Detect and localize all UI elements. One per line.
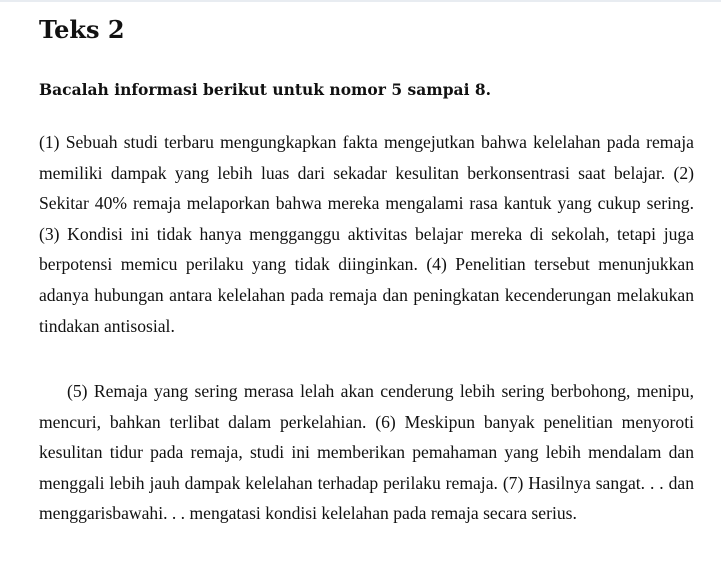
top-divider	[0, 0, 721, 2]
paragraph-1: (1) Sebuah studi terbaru mengungkapkan fakta mengejutkan bahwa kelelahan pada remaja memiliki dampak yang lebih luas dari sekadar kesulitan berkonsentrasi saat belajar. (2) Sekitar 40% remaja melaporkan bahwa mereka mengalami rasa kantuk yang cukup sering. (3) Kondisi ini tidak hanya mengganggu aktivitas belajar mereka di sekolah, tetapi juga berpotensi memicu perilaku yang tidak diinginkan. (4) Penelitian tersebut menunjukkan adanya hubungan antara kelelahan pada remaja dan peningkatan kecenderungan melakukan tindakan antisosial.	[39, 132, 694, 336]
section-title: Teks 2	[39, 15, 125, 44]
paragraph-2: (5) Remaja yang sering merasa lelah akan cenderung lebih sering berbohong, menipu, mencuri, bahkan terlibat dalam perkelahian. (6) Meskipun banyak penelitian menyoroti kesulitan tidur pada remaja, studi ini memberikan pemahaman yang lebih mendalam dan menggali lebih jauh dampak kelelahan terhadap perilaku remaja. (7) Hasilnya sangat. . . dan menggarisbawahi. . . mengatasi kondisi kelelahan pada remaja secara serius.	[39, 381, 694, 524]
instruction-text: Bacalah informasi berikut untuk nomor 5 sampai 8.	[39, 80, 492, 99]
